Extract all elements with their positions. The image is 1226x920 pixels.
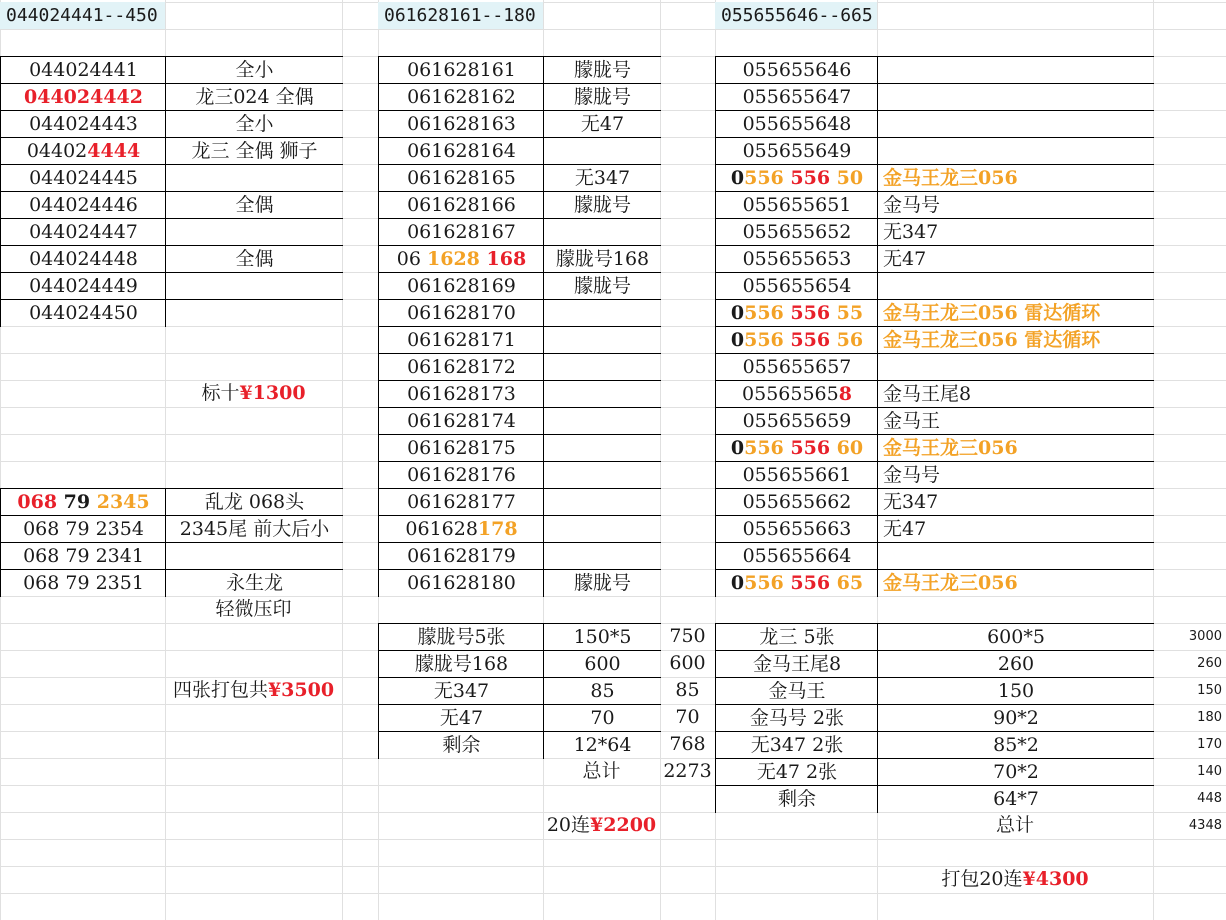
price4-segment: ¥4300 <box>1022 868 1089 890</box>
summary3-label-cell[interactable]: 朦胧号168 <box>378 650 544 678</box>
set4-number-segment: 65 <box>836 572 864 594</box>
set3-note-segment: 朦胧号168 <box>555 248 650 270</box>
set1-note-segment: 全偶 <box>235 248 274 270</box>
set4-note-cell[interactable] <box>877 407 1154 435</box>
set2-number-cell[interactable] <box>0 569 166 597</box>
summary4-calc-cell[interactable]: 64*7 <box>877 785 1154 813</box>
set3-note-cell[interactable] <box>543 272 661 300</box>
set4-number-segment: 556 <box>744 572 791 594</box>
set3-number-segment: 061628167 <box>407 221 516 243</box>
summary4-label-cell[interactable]: 龙三 5张 <box>715 623 878 651</box>
set1-note-cell[interactable] <box>165 110 343 138</box>
set2-number-segment: 79 <box>63 491 97 513</box>
set4-note-cell[interactable] <box>877 83 1154 111</box>
set4-note-segment: 金马王龙三056 <box>883 572 1018 594</box>
summary4-label-cell[interactable]: 金马号 2张 <box>715 704 878 732</box>
light-impression-note[interactable]: 轻微压印 <box>215 598 292 620</box>
summary4-total-cell[interactable]: 180 <box>1197 710 1222 725</box>
set1-number-segment: 044024443 <box>29 113 138 135</box>
set4-number-segment: 556 <box>790 329 837 351</box>
summary3-total-cell[interactable]: 600 <box>669 652 706 674</box>
summary4-total-cell[interactable]: 260 <box>1197 656 1222 671</box>
set3-note-cell[interactable] <box>543 56 661 84</box>
set3-note-cell[interactable] <box>543 353 661 381</box>
set4-number-segment: 055655646 <box>742 59 852 81</box>
set3-number-cell[interactable] <box>378 137 544 165</box>
set3-number-segment: 061628176 <box>407 464 516 486</box>
set4-note-cell[interactable] <box>877 110 1154 138</box>
set3-note-cell[interactable] <box>543 488 661 516</box>
set4-number-cell[interactable] <box>715 380 878 408</box>
summary4-label-cell[interactable]: 无347 2张 <box>715 731 878 759</box>
set2-note-segment: 永生龙 <box>225 572 283 594</box>
set4-number-segment: 055655649 <box>742 140 852 162</box>
set4-note-segment: 无47 <box>883 518 927 540</box>
set3-number-segment: 061628161 <box>407 59 516 81</box>
set1-number-segment: 044024449 <box>29 275 138 297</box>
set4-number-segment: 055655661 <box>742 464 852 486</box>
set2-note-cell[interactable] <box>165 515 343 543</box>
summary4-calc-cell[interactable]: 150 <box>877 677 1154 705</box>
set3-number-cell[interactable] <box>378 326 544 354</box>
set1-note-cell[interactable] <box>165 191 343 219</box>
set4-number-cell[interactable] <box>715 191 878 219</box>
set4-number-segment: 055655651 <box>742 194 852 216</box>
set3-number-cell[interactable] <box>378 488 544 516</box>
set4-note-segment: 金马王龙三056 雷达循环 <box>883 329 1101 351</box>
summary3-total-cell[interactable]: 750 <box>669 625 706 647</box>
set3-note-cell[interactable] <box>543 569 661 597</box>
set4-number-cell[interactable] <box>715 137 878 165</box>
set3-number-cell[interactable] <box>378 245 544 273</box>
set3-note-segment: 无347 <box>574 167 631 189</box>
set4-number-cell[interactable] <box>715 407 878 435</box>
set4-number-cell[interactable] <box>715 569 878 597</box>
summary4-calc-cell[interactable]: 260 <box>877 650 1154 678</box>
summary3-label-cell[interactable]: 朦胧号5张 <box>378 623 544 651</box>
set2-number-segment: 068 <box>17 491 64 513</box>
set1-number-cell[interactable] <box>0 137 166 165</box>
set4-note-cell[interactable] <box>877 191 1154 219</box>
set3-number-segment: 061628172 <box>407 356 516 378</box>
set3-note-cell[interactable] <box>543 407 661 435</box>
set3-number-cell[interactable] <box>378 191 544 219</box>
set1-note-cell[interactable] <box>165 164 343 192</box>
set4-number-segment: 055655653 <box>742 248 852 270</box>
set4-number-segment: 055655648 <box>742 113 852 135</box>
set2-number-segment: 068 79 2351 <box>23 572 144 594</box>
set4-number-cell[interactable] <box>715 461 878 489</box>
set3-note-segment: 朦胧号 <box>573 59 631 81</box>
set4-number-cell[interactable] <box>715 326 878 354</box>
set4-number-cell[interactable] <box>715 488 878 516</box>
summary4-label-cell[interactable]: 金马王 <box>715 677 878 705</box>
summary4-total-cell[interactable]: 3000 <box>1188 629 1222 644</box>
set3-note-segment: 朦胧号 <box>573 194 631 216</box>
set3-note-segment: 朦胧号 <box>573 572 631 594</box>
price-label-set4[interactable] <box>877 866 1153 893</box>
set4-number-segment: 055655652 <box>742 221 852 243</box>
summary3-total-label[interactable]: 总计 <box>582 760 621 782</box>
set4-number-segment: 0 <box>730 167 745 189</box>
summary3-calc-cell[interactable]: 12*64 <box>543 731 661 759</box>
set3-number-segment: 061628163 <box>407 113 516 135</box>
set3-number-segment: 06 <box>396 248 428 270</box>
set3-number-segment: 061628180 <box>407 572 516 594</box>
set3-number-segment: 1628 <box>427 248 487 270</box>
set3-note-cell[interactable] <box>543 245 661 273</box>
set1-note-cell[interactable] <box>165 272 343 300</box>
range-header-2[interactable]: 061628161--180 <box>378 2 543 29</box>
summary4-total-value[interactable]: 4348 <box>1188 818 1222 833</box>
price3-segment: ¥2200 <box>590 814 657 836</box>
set3-note-segment: 无47 <box>580 113 625 135</box>
set4-note-segment: 无347 <box>883 221 939 243</box>
set3-number-segment: 061628171 <box>407 329 516 351</box>
set3-note-cell[interactable] <box>543 299 661 327</box>
set4-note-cell[interactable] <box>877 434 1154 462</box>
set4-number-cell[interactable] <box>715 245 878 273</box>
price1-segment: 标十 <box>201 382 240 404</box>
set4-number-segment: 556 <box>744 329 791 351</box>
summary3-total-cell[interactable]: 768 <box>669 733 706 755</box>
set4-number-segment: 556 <box>790 302 837 324</box>
set2-number-segment: 068 79 2341 <box>23 545 144 567</box>
set1-number-cell[interactable] <box>0 110 166 138</box>
set4-number-segment: 0 <box>730 302 745 324</box>
set4-number-cell[interactable] <box>715 515 878 543</box>
set4-number-segment: 556 <box>744 302 791 324</box>
set4-number-cell[interactable] <box>715 110 878 138</box>
set4-note-cell[interactable] <box>877 56 1154 84</box>
set3-note-cell[interactable] <box>543 191 661 219</box>
set3-number-cell[interactable] <box>378 542 544 570</box>
set1-number-cell[interactable] <box>0 218 166 246</box>
set4-note-segment: 无347 <box>883 491 939 513</box>
price1-segment: ¥1300 <box>239 382 306 404</box>
set4-note-cell[interactable] <box>877 164 1154 192</box>
set3-note-cell[interactable] <box>543 218 661 246</box>
set4-number-segment: 8 <box>838 383 852 405</box>
set1-number-cell[interactable] <box>0 299 166 327</box>
set4-note-segment: 金马王 <box>883 410 941 432</box>
set1-number-cell[interactable] <box>0 56 166 84</box>
set1-number-cell[interactable] <box>0 272 166 300</box>
price3-segment: 20连 <box>546 814 591 836</box>
set1-number-cell[interactable] <box>0 164 166 192</box>
set3-number-cell[interactable] <box>378 380 544 408</box>
summary3-calc-cell[interactable]: 150*5 <box>543 623 661 651</box>
set3-note-segment: 朦胧号 <box>573 275 631 297</box>
price-label-set2[interactable] <box>165 677 342 704</box>
set4-number-segment: 055655662 <box>742 491 852 513</box>
set3-number-cell[interactable] <box>378 56 544 84</box>
set3-number-cell[interactable] <box>378 569 544 597</box>
set3-number-segment: 061628169 <box>407 275 516 297</box>
set4-note-cell[interactable] <box>877 299 1154 327</box>
set3-number-segment: 061628177 <box>407 491 516 513</box>
set2-number-cell[interactable] <box>0 515 166 543</box>
set4-note-segment: 金马王尾8 <box>883 383 972 405</box>
set3-number-cell[interactable] <box>378 515 544 543</box>
set3-note-cell[interactable] <box>543 137 661 165</box>
set2-note-cell[interactable] <box>165 569 343 597</box>
set3-number-cell[interactable] <box>378 461 544 489</box>
set3-note-cell[interactable] <box>543 110 661 138</box>
summary4-calc-cell[interactable]: 85*2 <box>877 731 1154 759</box>
summary4-total-cell[interactable]: 140 <box>1197 764 1222 779</box>
price-label-set3[interactable] <box>543 812 660 839</box>
set4-number-segment: 556 <box>790 167 837 189</box>
set3-number-cell[interactable] <box>378 299 544 327</box>
set4-number-segment: 055655647 <box>742 86 852 108</box>
set2-number-cell[interactable] <box>0 488 166 516</box>
set4-number-segment: 05565565 <box>742 383 839 405</box>
set3-number-segment: 061628170 <box>407 302 516 324</box>
set3-note-cell[interactable] <box>543 434 661 462</box>
set4-number-segment: 055655663 <box>742 518 852 540</box>
set1-number-segment: 4444 <box>87 140 141 162</box>
set2-note-cell[interactable] <box>165 542 343 570</box>
summary4-total-cell[interactable]: 448 <box>1197 791 1222 806</box>
set1-number-segment: 044024442 <box>24 86 143 108</box>
set3-number-cell[interactable] <box>378 434 544 462</box>
set1-number-cell[interactable] <box>0 245 166 273</box>
set4-number-segment: 556 <box>744 167 791 189</box>
set1-note-cell[interactable] <box>165 137 343 165</box>
set3-number-segment: 061628173 <box>407 383 516 405</box>
summary4-calc-cell[interactable]: 600*5 <box>877 623 1154 651</box>
summary3-total-cell[interactable]: 85 <box>675 679 700 701</box>
summary3-label-cell[interactable]: 剩余 <box>378 731 544 759</box>
set4-number-cell[interactable] <box>715 272 878 300</box>
set4-note-cell[interactable] <box>877 137 1154 165</box>
range-header-1[interactable]: 044024441--450 <box>0 2 165 29</box>
set4-number-cell[interactable] <box>715 56 878 84</box>
set3-number-segment: 178 <box>477 518 518 540</box>
set3-number-segment: 168 <box>486 248 527 270</box>
summary3-total-value[interactable]: 2273 <box>663 760 712 782</box>
set1-note-segment: 全偶 <box>235 194 274 216</box>
set4-number-segment: 0 <box>730 437 745 459</box>
set4-number-cell[interactable] <box>715 542 878 570</box>
summary3-label-cell[interactable]: 无347 <box>378 677 544 705</box>
summary3-label-cell[interactable]: 无47 <box>378 704 544 732</box>
set2-note-segment: 2345尾 前大后小 <box>179 518 330 540</box>
range-header-3[interactable]: 055655646--665 <box>715 2 877 29</box>
set1-note-cell[interactable] <box>165 218 343 246</box>
summary3-total-cell[interactable]: 70 <box>675 706 700 728</box>
set1-note-segment: 全小 <box>235 59 274 81</box>
set4-note-segment: 金马王龙三056 雷达循环 <box>883 302 1101 324</box>
set3-note-cell[interactable] <box>543 164 661 192</box>
set4-number-cell[interactable] <box>715 434 878 462</box>
set1-note-cell[interactable] <box>165 299 343 327</box>
set3-number-segment: 061628174 <box>407 410 516 432</box>
set4-note-cell[interactable] <box>877 245 1154 273</box>
set1-number-segment: 044024441 <box>29 59 138 81</box>
set4-number-segment: 556 <box>744 437 791 459</box>
set4-number-segment: 055655657 <box>742 356 852 378</box>
set3-note-cell[interactable] <box>543 515 661 543</box>
set4-number-cell[interactable] <box>715 353 878 381</box>
set3-number-cell[interactable] <box>378 272 544 300</box>
set4-number-segment: 50 <box>836 167 864 189</box>
set4-number-segment: 0 <box>730 329 745 351</box>
set3-note-segment: 朦胧号 <box>573 86 631 108</box>
summary4-label-cell[interactable]: 金马王尾8 <box>715 650 878 678</box>
price4-segment: 打包20连 <box>941 868 1023 890</box>
set4-number-segment: 60 <box>836 437 864 459</box>
set4-note-segment: 金马号 <box>883 464 941 486</box>
set1-number-segment: 044024446 <box>29 194 138 216</box>
set4-number-segment: 556 <box>790 437 837 459</box>
set2-number-segment: 068 79 2354 <box>23 518 144 540</box>
set4-note-cell[interactable] <box>877 272 1154 300</box>
set1-note-segment: 全小 <box>235 113 274 135</box>
set4-note-cell[interactable] <box>877 353 1154 381</box>
set1-number-segment: 04402 <box>26 140 88 162</box>
set4-number-cell[interactable] <box>715 164 878 192</box>
set4-number-cell[interactable] <box>715 299 878 327</box>
price2-segment: ¥3500 <box>267 679 335 701</box>
set1-note-segment: 龙三 全偶 狮子 <box>191 140 318 162</box>
set4-number-cell[interactable] <box>715 83 878 111</box>
set3-number-segment: 061628165 <box>407 167 516 189</box>
set2-note-cell[interactable] <box>165 488 343 516</box>
set1-note-segment: 龙三024 全偶 <box>195 86 314 108</box>
summary3-calc-cell[interactable]: 600 <box>543 650 661 678</box>
set3-note-cell[interactable] <box>543 326 661 354</box>
set4-note-cell[interactable] <box>877 542 1154 570</box>
set1-number-segment: 044024450 <box>29 302 138 324</box>
set1-number-segment: 044024445 <box>29 167 138 189</box>
set3-number-segment: 061628 <box>405 518 478 540</box>
set4-number-segment: 055655654 <box>742 275 852 297</box>
set4-note-segment: 金马王龙三056 <box>883 437 1018 459</box>
set4-number-cell[interactable] <box>715 218 878 246</box>
set1-number-segment: 044024447 <box>29 221 138 243</box>
set3-number-segment: 061628166 <box>407 194 516 216</box>
set3-number-cell[interactable] <box>378 218 544 246</box>
set1-number-cell[interactable] <box>0 191 166 219</box>
set3-number-cell[interactable] <box>378 164 544 192</box>
set4-note-cell[interactable] <box>877 488 1154 516</box>
set4-note-cell[interactable] <box>877 569 1154 597</box>
set1-note-cell[interactable] <box>165 56 343 84</box>
set3-number-cell[interactable] <box>378 83 544 111</box>
set3-number-cell[interactable] <box>378 407 544 435</box>
set4-note-segment: 无47 <box>883 248 927 270</box>
set3-number-cell[interactable] <box>378 110 544 138</box>
set4-number-segment: 556 <box>790 572 837 594</box>
set2-note-segment: 乱龙 068头 <box>204 491 305 513</box>
set3-note-cell[interactable] <box>543 542 661 570</box>
set1-number-segment: 044024448 <box>29 248 138 270</box>
summary4-label-cell[interactable]: 剩余 <box>715 785 878 813</box>
price-label-set1[interactable] <box>165 380 342 407</box>
set1-note-cell[interactable] <box>165 83 343 111</box>
set4-note-cell[interactable] <box>877 218 1154 246</box>
set1-number-cell[interactable] <box>0 83 166 111</box>
set3-number-segment: 061628162 <box>407 86 516 108</box>
summary4-total-cell[interactable]: 170 <box>1197 737 1222 752</box>
set4-note-cell[interactable] <box>877 380 1154 408</box>
set4-note-cell[interactable] <box>877 515 1154 543</box>
set2-number-segment: 2345 <box>96 491 150 513</box>
summary4-calc-cell[interactable]: 90*2 <box>877 704 1154 732</box>
set3-note-cell[interactable] <box>543 461 661 489</box>
set4-number-segment: 055655664 <box>742 545 852 567</box>
set4-note-cell[interactable] <box>877 461 1154 489</box>
set4-note-segment: 金马号 <box>883 194 941 216</box>
set3-number-segment: 061628179 <box>407 545 516 567</box>
summary3-calc-cell[interactable]: 70 <box>543 704 661 732</box>
set4-number-segment: 56 <box>836 329 864 351</box>
set4-number-segment: 55 <box>836 302 864 324</box>
set3-note-cell[interactable] <box>543 83 661 111</box>
set3-note-cell[interactable] <box>543 380 661 408</box>
summary3-calc-cell[interactable]: 85 <box>543 677 661 705</box>
summary4-total-label[interactable]: 总计 <box>995 814 1034 836</box>
summary4-label-cell[interactable]: 无47 2张 <box>715 758 878 786</box>
set1-note-cell[interactable] <box>165 245 343 273</box>
set4-note-segment: 金马王龙三056 <box>883 167 1018 189</box>
set3-number-cell[interactable] <box>378 353 544 381</box>
price2-segment: 四张打包共 <box>172 679 268 701</box>
set2-number-cell[interactable] <box>0 542 166 570</box>
summary4-total-cell[interactable]: 150 <box>1197 683 1222 698</box>
set4-note-cell[interactable] <box>877 326 1154 354</box>
set3-number-segment: 061628164 <box>407 140 516 162</box>
summary4-calc-cell[interactable]: 70*2 <box>877 758 1154 786</box>
set4-number-segment: 055655659 <box>742 410 852 432</box>
set4-number-segment: 0 <box>730 572 745 594</box>
set3-number-segment: 061628175 <box>407 437 516 459</box>
